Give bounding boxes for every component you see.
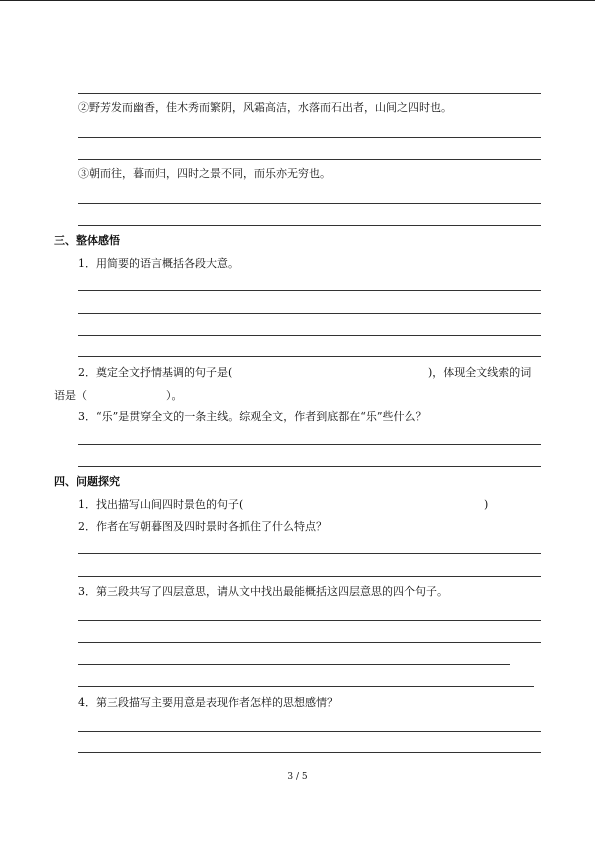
answer-line (78, 620, 541, 621)
answer-line (78, 686, 534, 687)
section-4-question-1-start: 1．找出描写山间四时景色的句子( (78, 498, 244, 511)
answer-line (78, 642, 541, 643)
section-4-question-4: 4．第三段描写主要用意是表现作者怎样的思想感情？ (78, 696, 338, 709)
page-number: 3 / 5 (287, 772, 308, 782)
answer-line (78, 553, 541, 554)
section-4-question-1-end: ) (484, 498, 489, 511)
answer-line (78, 93, 541, 94)
sentence-3: ③朝而往，暮而归，四时之景不同，而乐亦无穷也。 (78, 167, 331, 180)
section-3-question-3: 3．“乐”是贯穿全文的一条主线。综观全文，作者到底都在“乐”些什么？ (78, 410, 427, 423)
answer-line (78, 159, 541, 160)
section-4-question-3: 3．第三段共写了四层意思，请从文中找出最能概括这四层意思的四个句子。 (78, 585, 448, 598)
answer-line (78, 225, 541, 226)
answer-line (78, 356, 541, 357)
answer-line (78, 466, 541, 467)
section-3-question-1: 1．用简要的语言概括各段大意。 (78, 257, 239, 270)
answer-line (78, 731, 541, 732)
answer-line (78, 444, 541, 445)
section-3-question-2-cont-end: ）。 (166, 389, 183, 402)
sentence-2: ②野芳发而幽香，佳木秀而繁阴，风霜高洁，水落而石出者，山间之四时也。 (78, 101, 452, 114)
section-3-question-2-cont-start: 语是（ (54, 389, 87, 402)
answer-line (78, 313, 541, 314)
section-3-title: 三、整体感悟 (54, 234, 120, 247)
answer-line (78, 137, 541, 138)
header-rule (0, 0, 595, 1)
answer-line (78, 576, 541, 577)
answer-line (78, 335, 541, 336)
answer-line (78, 752, 541, 753)
answer-line (78, 290, 541, 291)
section-4-title: 四、问题探究 (54, 475, 120, 488)
section-4-question-2: 2．作者在写朝暮图及四时景时各抓住了什么特点？ (78, 520, 327, 533)
answer-line (78, 203, 541, 204)
answer-line (78, 664, 510, 665)
section-3-question-2-end: )，体现全文线索的词 (428, 366, 532, 379)
section-3-question-2-start: 2．奠定全文抒情基调的句子是( (78, 366, 233, 379)
